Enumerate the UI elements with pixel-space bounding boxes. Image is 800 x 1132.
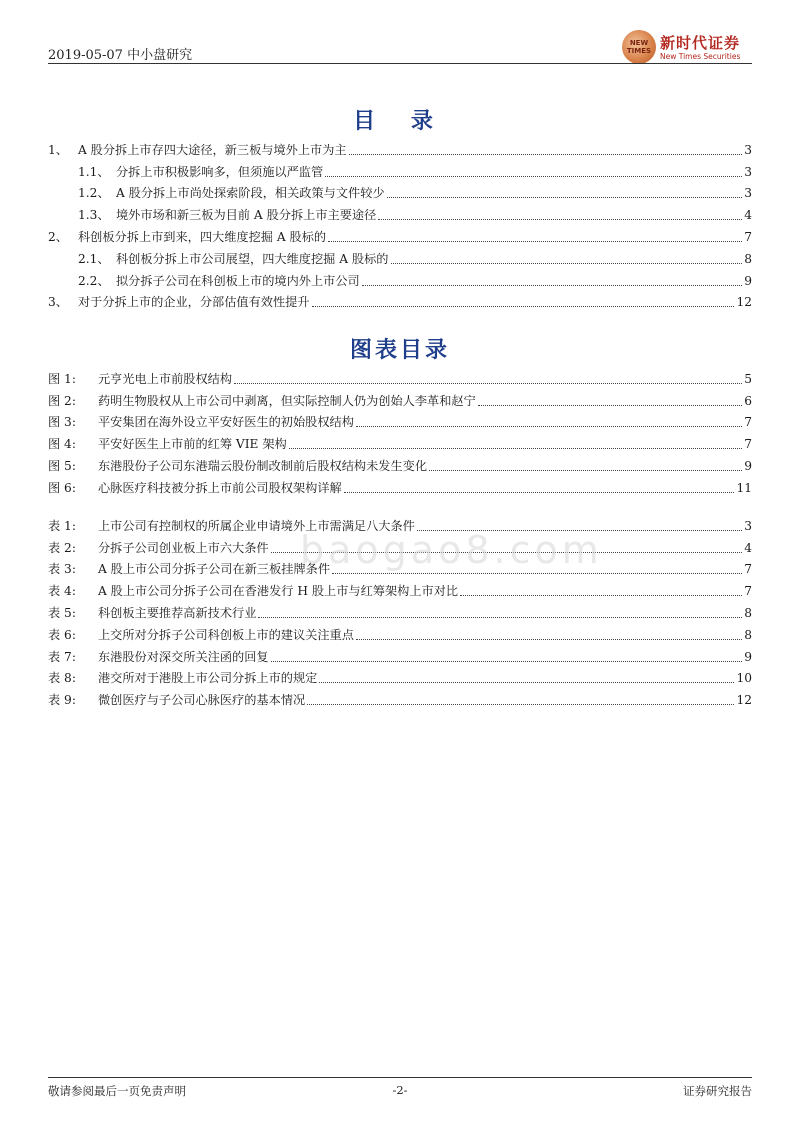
- figure-item[interactable]: [48, 430, 752, 452]
- dot-leader: [319, 681, 734, 683]
- watermark: baogao8.com: [300, 528, 603, 572]
- dot-leader: [258, 616, 742, 618]
- toc-item-number: 1.1、: [78, 164, 110, 179]
- dot-leader: [271, 660, 742, 662]
- toc-item-number: 1.2、: [78, 186, 110, 201]
- table-number: 表 3:: [48, 562, 76, 577]
- table-label: 分拆子公司创业板上市六大条件: [98, 540, 269, 555]
- toc-item[interactable]: [48, 245, 752, 267]
- toc-item-page: 3: [744, 142, 752, 157]
- logo-badge-line1: NEW: [629, 39, 649, 47]
- table-item[interactable]: [48, 665, 752, 687]
- toc-item[interactable]: [48, 267, 752, 289]
- logo-name-cn: 新时代证券: [660, 34, 741, 52]
- footer-divider: [48, 1077, 752, 1078]
- table-page: 8: [744, 627, 752, 642]
- table-label: 科创板主要推荐高新技术行业: [98, 605, 257, 620]
- dot-leader: [391, 262, 743, 264]
- header-date-section: 2019-05-07 中小盘研究: [48, 48, 193, 63]
- dot-leader: [325, 175, 742, 177]
- toc-item-label: 境外市场和新三板为目前 A 股分拆上市主要途径: [116, 208, 377, 223]
- figure-label: 平安好医生上市前的红筹 VIE 架构: [98, 437, 287, 452]
- toc-item-page: 8: [744, 251, 752, 266]
- toc-item-page: 4: [744, 208, 752, 223]
- figure-page: 9: [744, 458, 752, 473]
- figure-page: 5: [744, 371, 752, 386]
- figure-number: 图 3:: [48, 415, 76, 430]
- table-item[interactable]: [48, 599, 752, 621]
- toc-item-label: 科创板分拆上市公司展望，四大维度挖掘 A 股标的: [116, 251, 389, 266]
- figure-label: 平安集团在海外设立平安好医生的初始股权结构: [98, 415, 354, 430]
- toc-item[interactable]: [48, 289, 752, 311]
- figure-page: 7: [744, 437, 752, 452]
- logo-badge-line2: TIMES: [626, 47, 652, 55]
- figure-item[interactable]: [48, 452, 752, 474]
- toc-item-label: A 股分拆上市存四大途径，新三板与境外上市为主: [78, 142, 347, 157]
- figure-page: 6: [744, 393, 752, 408]
- figure-item[interactable]: [48, 387, 752, 409]
- table-page: 7: [744, 584, 752, 599]
- dot-leader: [387, 196, 742, 198]
- table-number: 表 2:: [48, 540, 76, 555]
- company-logo: [622, 30, 752, 64]
- toc-item-number: 2.2、: [78, 273, 110, 288]
- toc-item-page: 9: [744, 273, 752, 288]
- table-page: 8: [744, 605, 752, 620]
- toc-item[interactable]: [48, 180, 752, 202]
- logo-name-en: New Times Securities: [660, 52, 741, 61]
- table-number: 表 4:: [48, 584, 76, 599]
- toc-item[interactable]: [48, 136, 752, 158]
- table-page: 10: [736, 671, 752, 686]
- table-item[interactable]: [48, 643, 752, 665]
- toc-item-label: 分拆上市积极影响多，但须施以严监管: [116, 164, 324, 179]
- table-item[interactable]: [48, 686, 752, 708]
- toc-item-label: 科创板分拆上市到来，四大维度挖掘 A 股标的: [78, 229, 327, 244]
- dot-leader: [344, 491, 735, 493]
- toc-item[interactable]: [48, 223, 752, 245]
- table-number: 表 1:: [48, 518, 76, 533]
- table-page: 12: [736, 693, 752, 708]
- dot-leader: [356, 425, 742, 427]
- header-divider: [48, 63, 752, 64]
- table-label: 东港股份对深交所关注函的回复: [98, 649, 269, 664]
- table-label: 上交所对分拆子公司科创板上市的建议关注重点: [98, 627, 354, 642]
- dot-leader: [356, 638, 742, 640]
- dot-leader: [378, 218, 742, 220]
- figure-label: 心脉医疗科技被分拆上市前公司股权架构详解: [98, 480, 342, 495]
- toc-item-page: 7: [744, 229, 752, 244]
- table-page: 4: [744, 540, 752, 555]
- table-page: 9: [744, 649, 752, 664]
- figure-page: 11: [736, 480, 752, 495]
- table-number: 表 8:: [48, 671, 76, 686]
- footer-report-type: 证券研究报告: [683, 1084, 752, 1098]
- figure-number: 图 2:: [48, 393, 76, 408]
- figure-number: 图 1:: [48, 371, 76, 386]
- toc-item[interactable]: [48, 201, 752, 223]
- figure-number: 图 5:: [48, 458, 76, 473]
- toc-item[interactable]: [48, 158, 752, 180]
- figure-item[interactable]: [48, 409, 752, 431]
- table-label: A 股上市公司分拆子公司在香港发行 H 股上市与红筹架构上市对比: [98, 584, 459, 599]
- dot-leader: [332, 572, 742, 574]
- figure-label: 药明生物股权从上市公司中剥离，但实际控制人仍为创始人李革和赵宁: [98, 393, 476, 408]
- table-page: 3: [744, 518, 752, 533]
- dot-leader: [307, 703, 734, 705]
- dot-leader: [328, 240, 742, 242]
- toc-item-number: 2.1、: [78, 251, 110, 266]
- figures-toc-title: 图表目录: [349, 337, 450, 363]
- figure-page: 7: [744, 415, 752, 430]
- toc-item-page: 3: [744, 186, 752, 201]
- table-number: 表 6:: [48, 627, 76, 642]
- table-item[interactable]: [48, 621, 752, 643]
- dot-leader: [478, 404, 742, 406]
- figure-item[interactable]: [48, 365, 752, 387]
- figure-number: 图 4:: [48, 437, 76, 452]
- toc-item-number: 2、: [48, 229, 68, 244]
- table-page: 7: [744, 562, 752, 577]
- toc-item-number: 3、: [48, 295, 68, 310]
- table-label: A 股上市公司分拆子公司在新三板挂牌条件: [98, 562, 331, 577]
- toc-item-label: 拟分拆子公司在科创板上市的境内外上市公司: [116, 273, 360, 288]
- dot-leader: [289, 447, 742, 449]
- toc-item-number: 1.3、: [78, 208, 110, 223]
- toc-item-label: A 股分拆上市尚处探索阶段，相关政策与文件较少: [116, 186, 385, 201]
- dot-leader: [460, 594, 742, 596]
- dot-leader: [362, 284, 742, 286]
- toc-list: [48, 136, 752, 310]
- dot-leader: [429, 469, 742, 471]
- footer-page-number: -2-: [392, 1083, 408, 1097]
- toc-item-label: 对于分拆上市的企业，分部估值有效性提升: [78, 295, 310, 310]
- dot-leader: [312, 305, 735, 307]
- figure-number: 图 6:: [48, 480, 76, 495]
- toc-item-page: 3: [744, 164, 752, 179]
- figure-list: [48, 365, 752, 496]
- toc-item-number: 1、: [48, 142, 68, 157]
- figure-item[interactable]: [48, 474, 752, 496]
- table-label: 微创医疗与子公司心脉医疗的基本情况: [98, 693, 306, 708]
- dot-leader: [234, 382, 742, 384]
- toc-title: 目 录: [353, 108, 447, 134]
- table-item[interactable]: [48, 577, 752, 599]
- figure-label: 东港股份子公司东港瑞云股份制改制前后股权结构未发生变化: [98, 458, 428, 473]
- figure-label: 元亨光电上市前股权结构: [98, 371, 233, 386]
- dot-leader: [349, 153, 742, 155]
- table-label: 上市公司有控制权的所属企业申请境外上市需满足八大条件: [98, 518, 415, 533]
- toc-item-page: 12: [736, 295, 752, 310]
- table-label: 港交所对于港股上市公司分拆上市的规定: [98, 671, 318, 686]
- table-number: 表 9:: [48, 693, 76, 708]
- table-number: 表 5:: [48, 605, 76, 620]
- logo-badge-icon: [622, 30, 656, 64]
- footer-disclaimer: 敬请参阅最后一页免责声明: [48, 1084, 186, 1098]
- table-number: 表 7:: [48, 649, 76, 664]
